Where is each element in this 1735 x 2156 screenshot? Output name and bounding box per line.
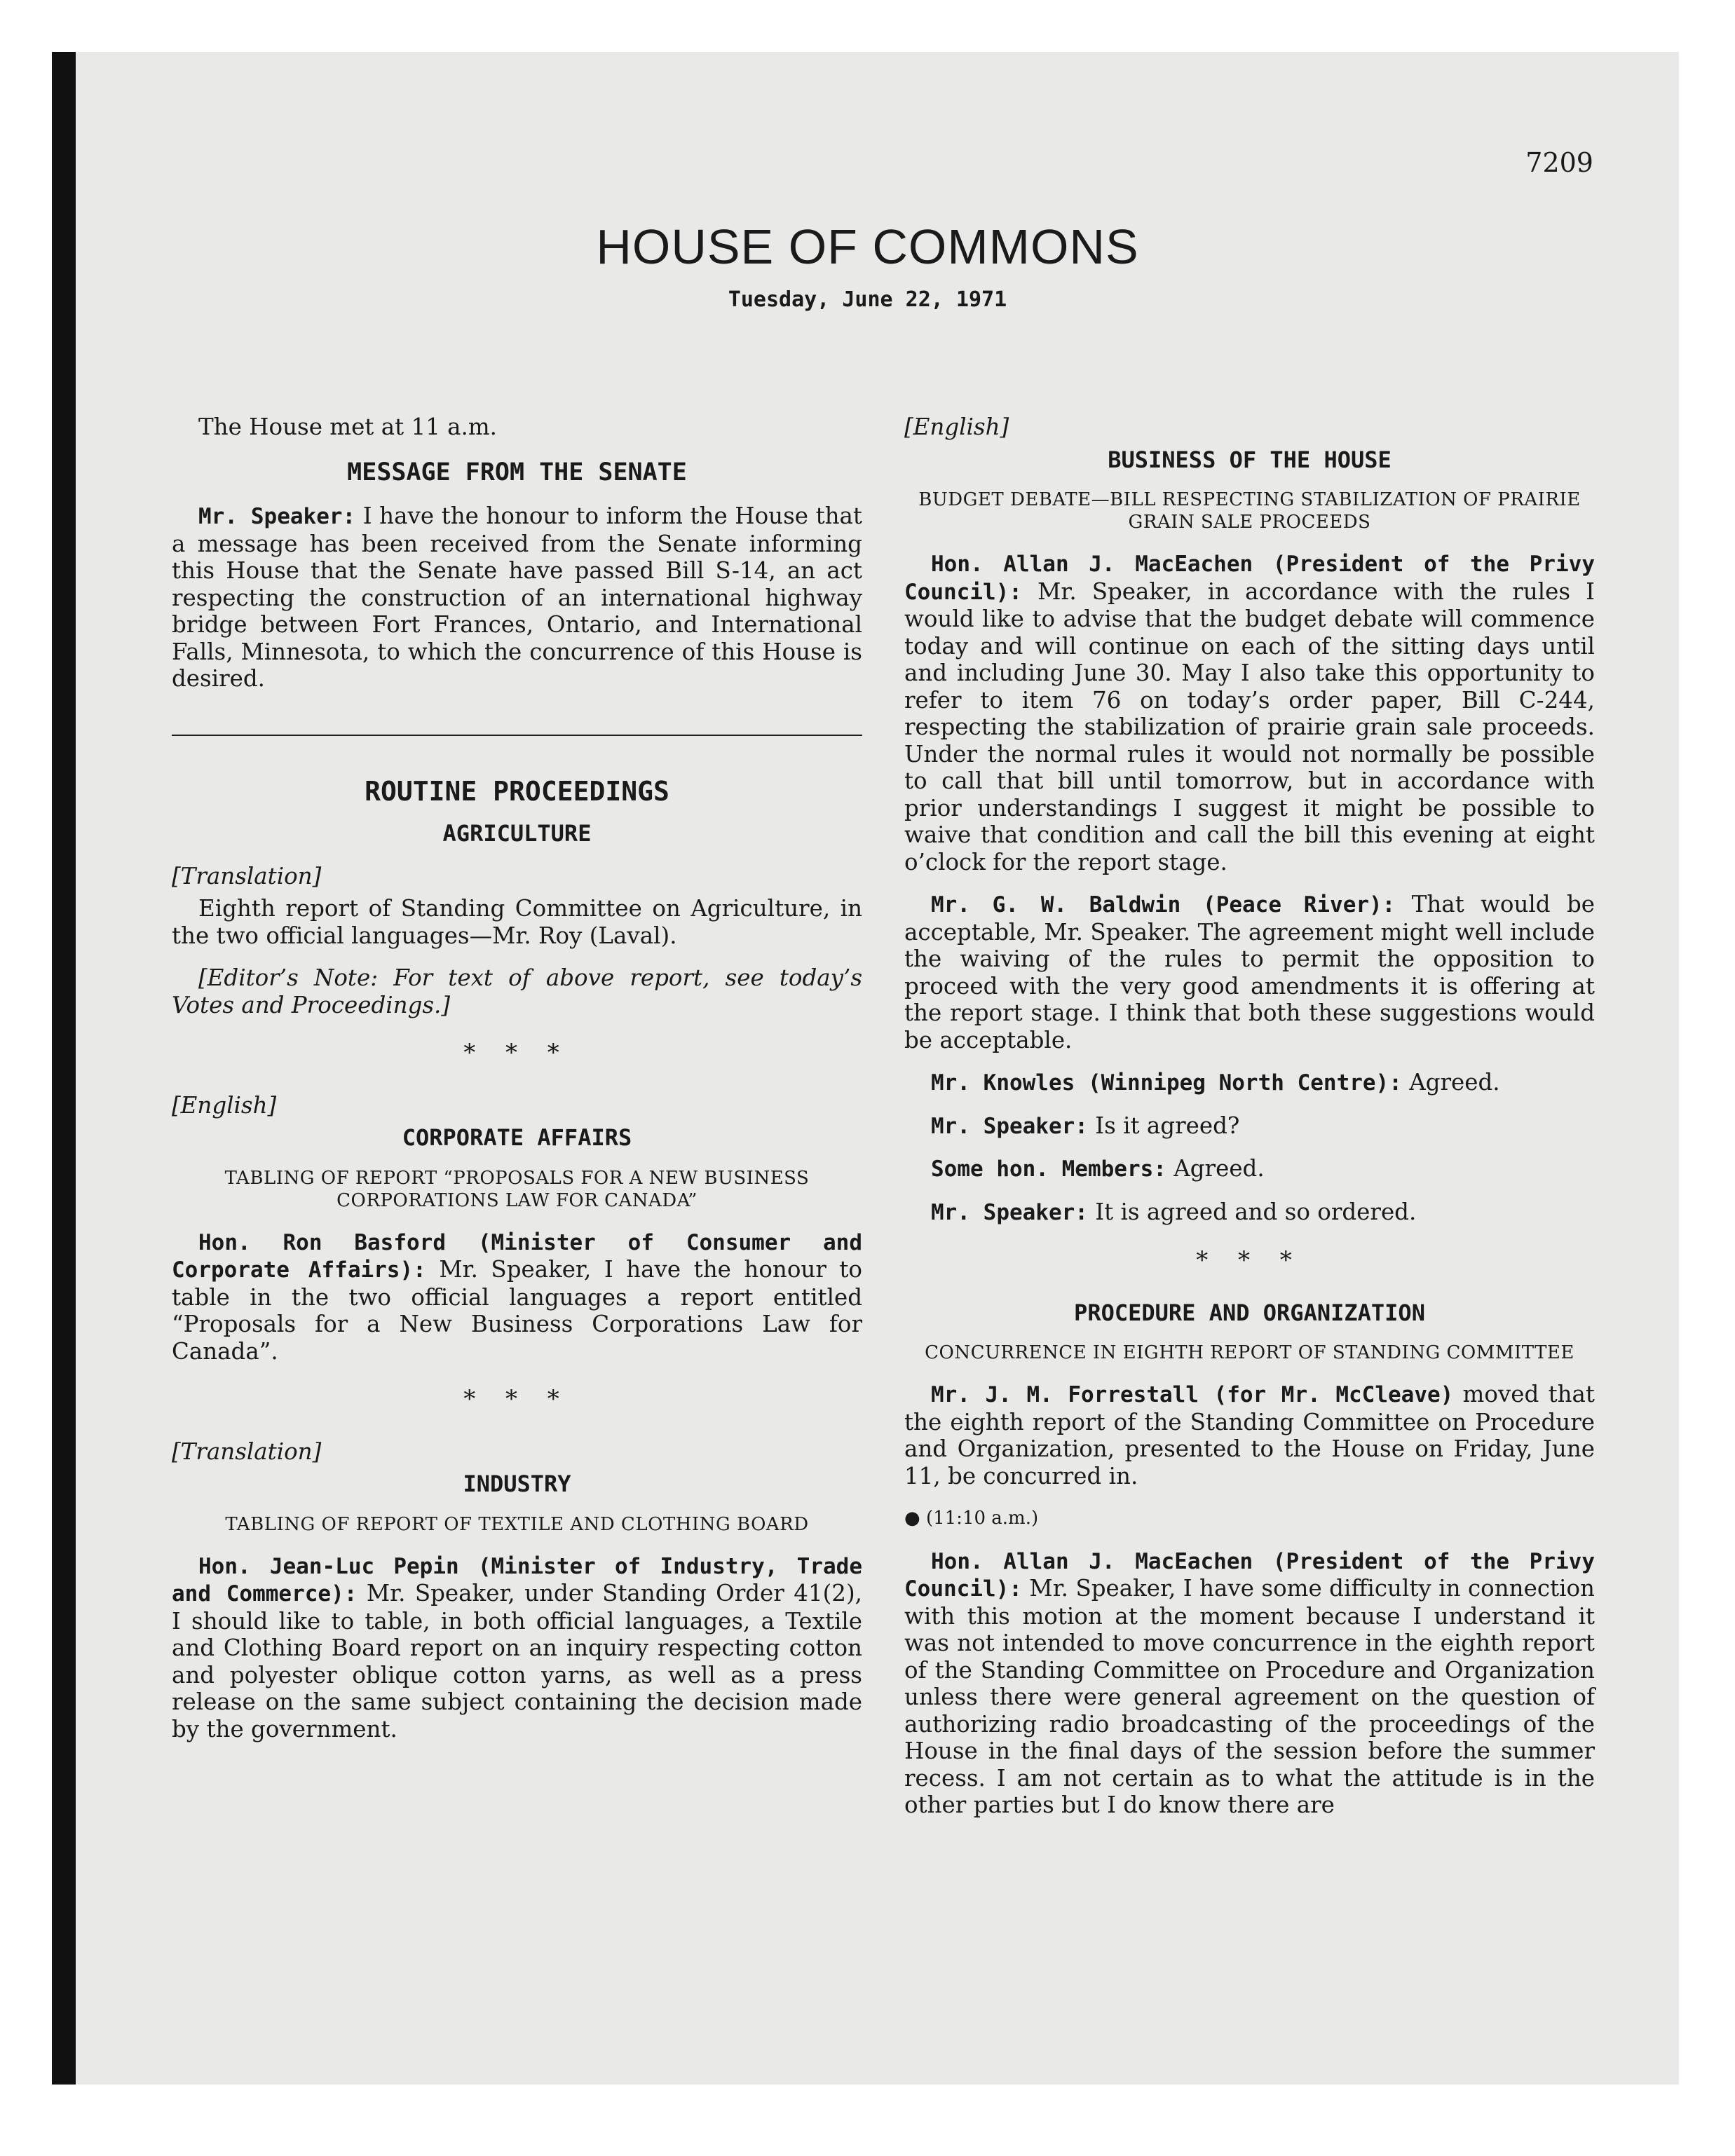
speaker-name: Hon. Allan J. MacEachen (President of the Privy Council):	[904, 552, 1595, 605]
time-stamp: ● (11:10 a.m.)	[904, 1508, 1039, 1529]
bullet-icon: ●	[904, 1508, 926, 1529]
speech-basford	[172, 1229, 862, 1365]
heading-corporate-affairs: CORPORATE AFFAIRS	[402, 1124, 632, 1151]
speaker-name: Some hon. Members:	[931, 1157, 1166, 1182]
heading-business-house: BUSINESS OF THE HOUSE	[1108, 446, 1392, 473]
speech-pepin	[172, 1553, 862, 1743]
subheading-corporate: TABLING OF REPORT “PROPOSALS FOR A NEW BUSINESS CORPORATIONS LAW FOR CANADA”	[224, 1167, 810, 1211]
speech-text: Is it agreed?	[1087, 1112, 1240, 1139]
page-title: HOUSE OF COMMONS	[596, 219, 1139, 274]
house-met: The House met at 11 a.m.	[198, 414, 498, 440]
language-tag: [Translation]	[172, 1438, 322, 1465]
speech-text: Mr. Speaker, I have some difficulty in connection with this motion at the moment because I understand it was not intended to move concurrence in the eighth report of the Standing Committee on Procedure and Organization unless there were general agreement on the question of authorizing radio broadcasting of the proceedings of the House in the final days of the session before the summer recess. I am not certain as to what the attitude is in the other parties but I do know there are	[904, 1575, 1595, 1818]
scan-edge	[52, 52, 76, 2085]
section-stars: * * *	[463, 1385, 571, 1413]
speech-text: Agreed.	[1166, 1155, 1265, 1182]
heading-agriculture: AGRICULTURE	[442, 820, 592, 847]
speech-text: moved that the eighth report of the Standing Committee on Procedure and Organization, presented to the House on Friday, June 11, be concurred in.	[904, 1381, 1595, 1489]
subheading-industry: TABLING OF REPORT OF TEXTILE AND CLOTHING BOARD	[225, 1513, 809, 1535]
speech-knowles	[904, 1069, 1595, 1097]
left-column	[172, 414, 862, 1758]
speaker-name: Mr. Speaker:	[198, 504, 356, 529]
speaker-name: Hon. Ron Basford (Minister of Consumer and Corporate Affairs):	[172, 1229, 862, 1283]
speech-text: Mr. Speaker, in accordance with the rules I would like to advise that the budget debate will commence today and will continue on each of the sitting days until and including June 30. May I also take this opportunity to refer to item 76 on today’s order paper, Bill C-244, respecting the stabilization of prairie grain sale proceeds. Under the normal rules it would not normally be possible to call that bill until tomorrow, but in accordance with prior understandings I suggest it might be possible to waive that condition and call the bill this evening at eight o’clock for the report stage.	[904, 578, 1595, 875]
speech-text: Mr. Speaker, I have the honour to table in the two official languages a report entitled “Proposals for a New Business Corporations Law for Canada”.	[172, 1256, 862, 1365]
speaker-name: Mr. Speaker:	[931, 1199, 1088, 1225]
speech-maceachen	[904, 550, 1595, 875]
speech-maceachen-2	[904, 1548, 1595, 1819]
agriculture-report: Eighth report of Standing Committee on Agriculture, in the two official languages—Mr. Roy (Laval).	[172, 895, 862, 949]
speech-text: Mr. Speaker, under Standing Order 41(2), I should like to table, in both official languages, a Textile and Clothing Board report on an inquiry respecting cotton and polyester oblique cotton yarns, as well as a press release on the same subject containing the decision made by the government.	[172, 1580, 862, 1742]
speech-text: I have the honour to inform the House that a message has been received from the Senate informing this House that the Senate have passed Bill S-14, an act respecting the construction of an international highway bridge between Fort Frances, Ontario, and International Falls, Minnesota, to which the concurrence of this House is desired.	[172, 503, 862, 692]
language-tag: [English]	[172, 1091, 277, 1119]
speech-speaker	[904, 1112, 1595, 1140]
heading-industry: INDUSTRY	[463, 1471, 571, 1497]
subheading-budget: BUDGET DEBATE—BILL RESPECTING STABILIZATION OF PRAIRIE GRAIN SALE PROCEEDS	[918, 489, 1581, 533]
page-number: 7209	[1525, 147, 1593, 178]
section-stars: * * *	[1196, 1246, 1303, 1274]
section-stars: * * *	[463, 1039, 571, 1067]
heading-message-senate: MESSAGE FROM THE SENATE	[347, 458, 687, 486]
speech-text: It is agreed and so ordered.	[1087, 1198, 1417, 1225]
speech-text: That would be acceptable, Mr. Speaker. The agreement might well include the waiving of the rules to permit the opposition to proceed with the very good amendments it is offering at the report stage. I think that both these suggestions would be acceptable.	[904, 891, 1595, 1053]
speech-text: Agreed.	[1401, 1069, 1500, 1096]
speech-speaker	[904, 1199, 1595, 1227]
section-divider	[172, 735, 862, 736]
speaker-name: Mr. J. M. Forrestall (for Mr. McCleave)	[931, 1382, 1454, 1407]
speech-message	[172, 503, 862, 692]
language-tag: [English]	[904, 414, 1009, 440]
speaker-name: Hon. Jean-Luc Pepin (Minister of Industry, Trade and Commerce):	[172, 1553, 862, 1606]
speech-members	[904, 1155, 1595, 1183]
heading-procedure: PROCEDURE AND ORGANIZATION	[1074, 1299, 1425, 1326]
speech-forrestall	[904, 1381, 1595, 1489]
speaker-name: Hon. Allan J. MacEachen (President of the Privy Council):	[904, 1548, 1595, 1602]
subheading-concurrence: CONCURRENCE IN EIGHTH REPORT OF STANDING COMMITTEE	[925, 1342, 1574, 1363]
page-date: Tuesday, June 22, 1971	[728, 287, 1007, 312]
language-tag: [Translation]	[172, 862, 322, 889]
speech-baldwin	[904, 891, 1595, 1053]
heading-routine-proceedings: ROUTINE PROCEEDINGS	[365, 775, 669, 807]
editor-note: [Editor’s Note: For text of above report, see today’s Votes and Proceedings.]	[172, 964, 862, 1018]
speaker-name: Mr. Knowles (Winnipeg North Centre):	[931, 1070, 1402, 1096]
speaker-name: Mr. Speaker:	[931, 1113, 1088, 1139]
speaker-name: Mr. G. W. Baldwin (Peace River):	[931, 892, 1396, 917]
right-column	[904, 414, 1595, 1834]
